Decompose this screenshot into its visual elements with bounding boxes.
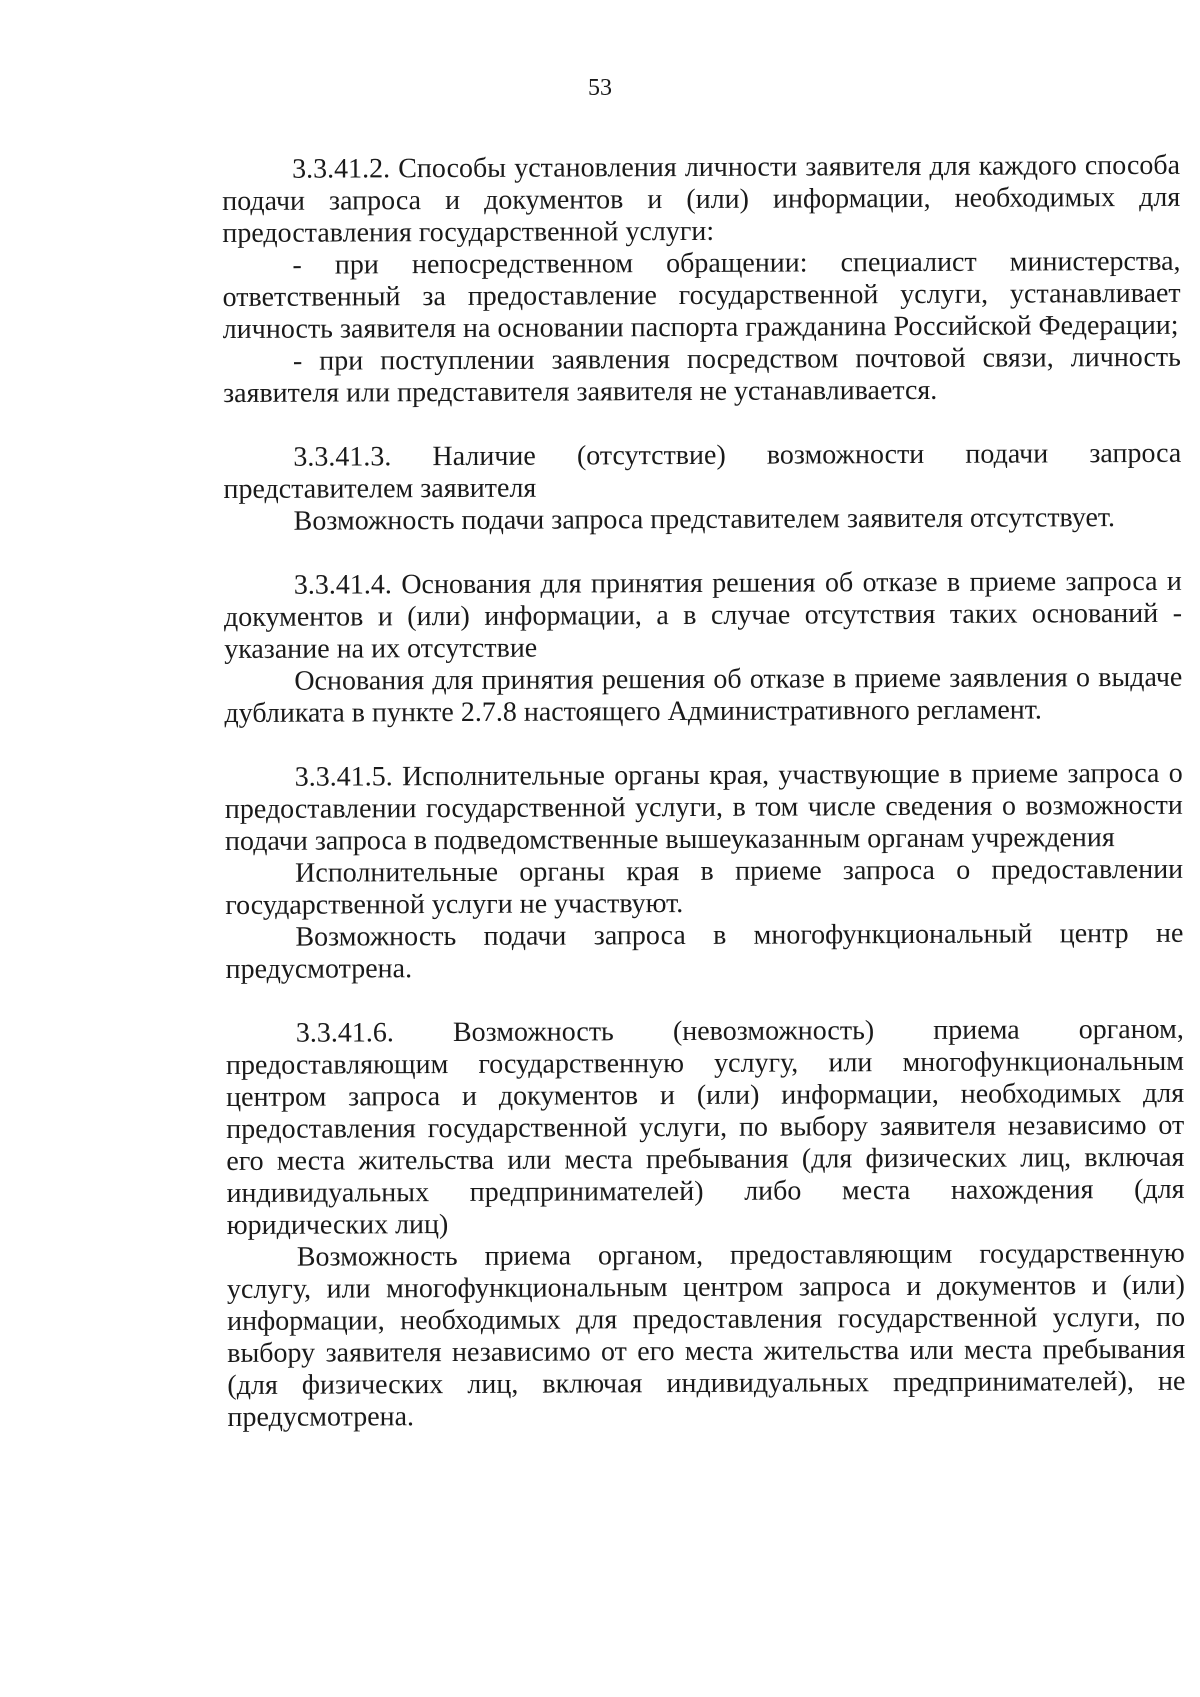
paragraph-direct-appeal: - при непосредственном обращении: специалист министерства, ответственный за предоставление государственной услуги, устанавливает личность заявителя на основании паспорта гражданина Российской Федерации; (222, 245, 1181, 345)
paragraph-3-3-41-4-heading: 3.3.41.4. Основания для принятия решения об отказе в приеме запроса и документов и (или) информации, а в случае отсутствия таких оснований - указание на их отсутствие (223, 565, 1183, 665)
paragraph-extraterritorial-answer: Возможность приема органом, предоставляющим государственную услугу, или многофункциональным центром запроса и документов и (или) информации, необходимых для предоставления государственной услуги, по выбору заявителя независимо от его места жительства или места пребывания (для физических лиц, включая индивидуальных предпринимателей), не предусмотрена. (226, 1237, 1186, 1433)
paragraph-gap (224, 534, 1182, 570)
paragraph-postal-submission: - при поступлении заявления посредством почтовой связи, личность заявителя или представителя заявителя не устанавливается. (222, 341, 1181, 409)
paragraph-refusal-grounds: Основания для принятия решения об отказе в приеме заявления о выдаче дубликата в пункте 2.7.8 настоящего Административного регламент. (224, 661, 1183, 729)
document-body (222, 150, 1186, 1434)
paragraph-gap (225, 726, 1183, 762)
page-number: 53 (588, 75, 612, 101)
paragraph-3-3-41-3-heading: 3.3.41.3. Наличие (отсутствие) возможности подачи запроса представителем заявителя (223, 437, 1182, 505)
paragraph-gap (226, 982, 1184, 1018)
paragraph-mfc-possibility: Возможность подачи запроса в многофункциональный центр не предусмотрена. (225, 917, 1184, 985)
paragraph-gap (223, 406, 1181, 442)
paragraph-3-3-41-6-heading: 3.3.41.6. Возможность (невозможность) приема органом, предоставляющим государственную услугу, или многофункциональным центром запроса и документов и (или) информации, необходимых для предоставления государственной услуги, по выбору заявителя независимо от его места жительства или места пребывания (для физических лиц, включая индивидуальных предпринимателей) либо места нахождения (для юридических лиц) (225, 1013, 1185, 1241)
paragraph-executive-bodies: Исполнительные органы края в приеме запроса о предоставлении государственной услуги не участвуют. (225, 853, 1184, 921)
paragraph-3-3-41-5-heading: 3.3.41.5. Исполнительные органы края, участвующие в приеме запроса о предоставлении государственной услуги, в том числе сведения о возможности подачи запроса в подведомственные вышеуказанным органам учреждения (224, 757, 1183, 857)
paragraph-representative-answer: Возможность подачи запроса представителем заявителя отсутствует. (293, 502, 1116, 537)
paragraph-3-3-41-2-heading: 3.3.41.2. Способы установления личности заявителя для каждого способа подачи запроса и документов и (или) информации, необходимых для предоставления государственной услуги: (222, 149, 1181, 249)
